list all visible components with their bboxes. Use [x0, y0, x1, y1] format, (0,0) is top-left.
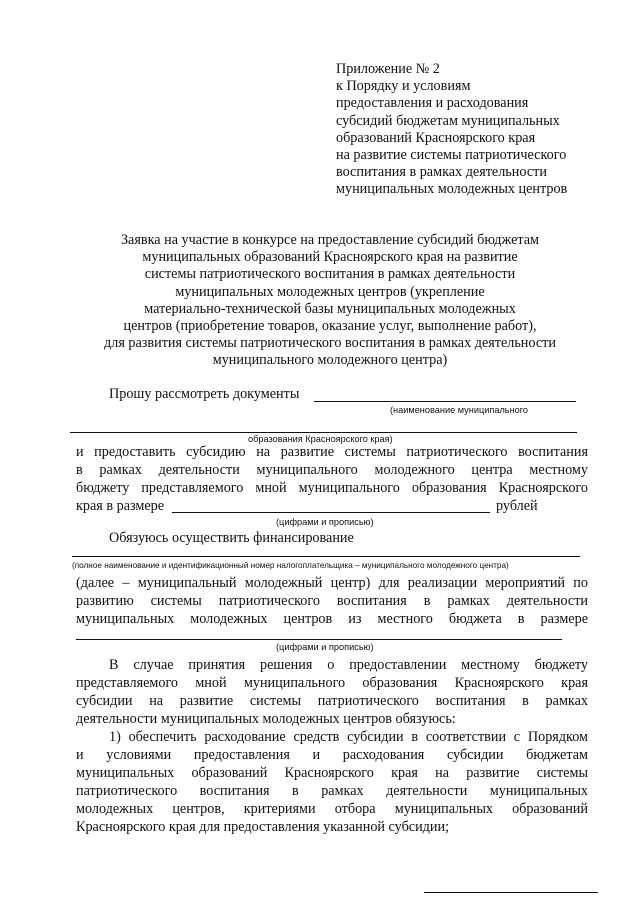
hint-municipality-1: (наименование муниципального [390, 405, 529, 415]
title-line: материально-технической базы муниципальных молодежных [144, 300, 516, 317]
item1-line: молодежных центров, критериями отбора муниципальных образований [76, 801, 588, 817]
appendix-header [336, 61, 616, 199]
decision-line: В случае принятия решения о предоставлении местному бюджету [109, 657, 588, 673]
subsidy-line: бюджету представляемого мной муниципального образования Красноярского [76, 480, 588, 496]
center-line: (далее – муниципальный молодежный центр) для реализации мероприятий по [76, 575, 588, 591]
title-line: муниципальных образований Красноярского края на развитие [142, 249, 518, 266]
amount-unit: рублей [496, 498, 538, 514]
title-line: Заявка на участие в конкурсе на предоставление субсидий бюджетам [120, 232, 540, 248]
title-line: центров (приобретение товаров, оказание услуг, выполнение работ), [123, 318, 537, 335]
item1-line: Красноярского края для предоставления указанной субсидии; [76, 819, 450, 835]
center-field-line[interactable] [72, 556, 580, 557]
title-line: муниципальных молодежных центров (укрепление [175, 283, 485, 300]
title-line: муниципального молодежного центра) [212, 352, 448, 369]
appendix-line: субсидий бюджетам муниципальных [336, 112, 560, 129]
document-title [60, 232, 600, 370]
appendix-line: предоставления и расходования [336, 95, 529, 112]
item1-line: и условиями предоставления и расходования субсидии бюджетам [76, 747, 588, 763]
municipality-field-line-2[interactable] [70, 432, 577, 433]
appendix-line: муниципальных молодежных центров [336, 181, 568, 198]
hint-center: (полное наименование и идентификационный номер налогоплательщика – муниципального молодежного центра) [72, 561, 509, 570]
title-line: системы патриотического воспитания в рамках деятельности [144, 266, 516, 283]
bottom-rule [424, 892, 598, 893]
municipality-field-line-1[interactable] [314, 401, 576, 402]
appendix-line: Приложение № 2 [336, 61, 440, 77]
subsidy-line: в рамках деятельности муниципального молодежного центра местному [76, 462, 588, 478]
amount-field-line[interactable] [172, 512, 490, 513]
amount-label: края в размере [76, 498, 165, 514]
obligation-label: Обязуюсь осуществить финансирование [109, 530, 354, 546]
title-line: для развития системы патриотического воспитания в рамках деятельности [104, 335, 556, 352]
hint-amount-2: (цифрами и прописью) [276, 642, 374, 652]
decision-line: представляемого мной муниципального образования Красноярского края [76, 675, 588, 691]
subsidy-line: и предоставить субсидию на развитие системы патриотического воспитания [76, 444, 588, 460]
item1-line: патриотического воспитания в рамках деятельности муниципальных [76, 783, 588, 799]
hint-municipality-2: образования Красноярского края) [248, 434, 393, 444]
budget-amount-field-line[interactable] [76, 639, 562, 640]
decision-line: деятельности муниципальных молодежных центров обязуюсь: [76, 711, 456, 727]
decision-line: субсидии на развитие системы патриотического воспитания в рамках [76, 693, 588, 709]
appendix-line: образований Красноярского края [336, 129, 536, 146]
item1-line: 1) обеспечить расходование средств субсидии в соответствии с Порядком [109, 729, 588, 745]
appendix-line: воспитания в рамках деятельности [336, 164, 547, 181]
item1-line: муниципальных образований Красноярского края на развитие системы [76, 765, 588, 781]
center-line: муниципальных молодежных центров из местного бюджета в размере [76, 611, 588, 627]
hint-amount-1: (цифрами и прописью) [276, 517, 374, 527]
appendix-line: к Порядку и условиям [336, 78, 471, 95]
request-label: Прошу рассмотреть документы [109, 386, 300, 402]
appendix-line: на развитие системы патриотического [336, 147, 567, 164]
center-line: развитию системы патриотического воспитания в рамках деятельности [76, 593, 588, 609]
